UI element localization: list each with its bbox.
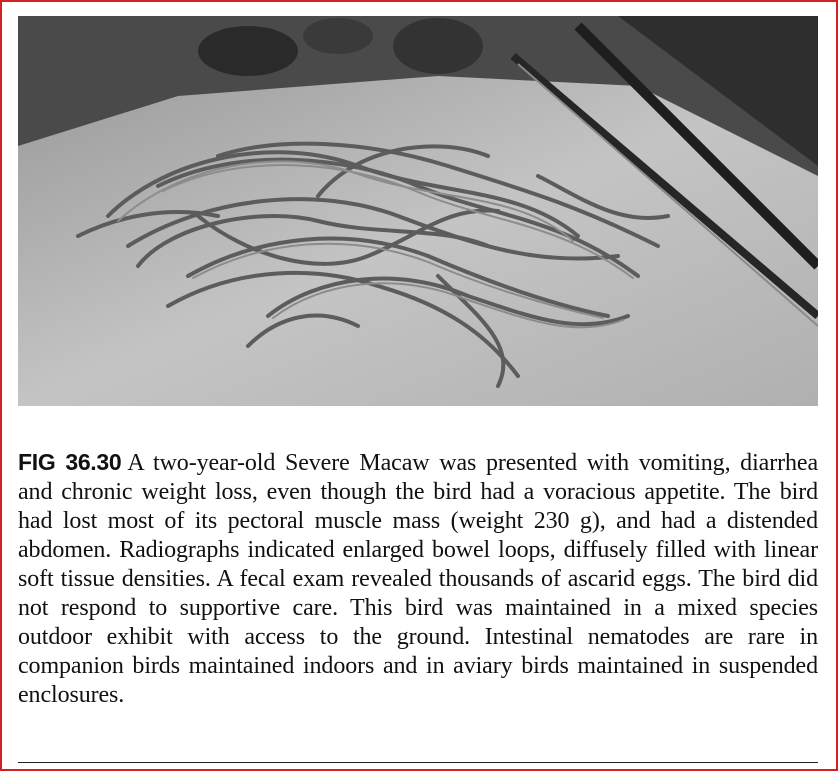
figure-caption-text: A two-year-old Severe Macaw was presented with vomiting, diarrhea and chronic weight loss, even though the bird had a voracious appetite. The bird had lost most of its pectoral muscle mass (weight 230 g), and had a distended abdomen. Radiographs indicated enlarged bowel loops, diffusely filled with linear soft tissue densities. A fecal exam revealed thousands of ascarid eggs. The bird did not respond to supportive care. This bird was maintained in a mixed species outdoor exhibit with access to the ground. Intestinal nematodes are rare in companion birds maintained indoors and in aviary birds maintained in suspended enclosures. — [18, 450, 818, 708]
figure-label: FIG 36.30 — [18, 449, 122, 475]
figure-caption — [18, 448, 818, 710]
nematodes-photo-illustration — [18, 16, 818, 406]
bottom-rule — [18, 762, 818, 763]
figure-photo — [18, 16, 818, 406]
